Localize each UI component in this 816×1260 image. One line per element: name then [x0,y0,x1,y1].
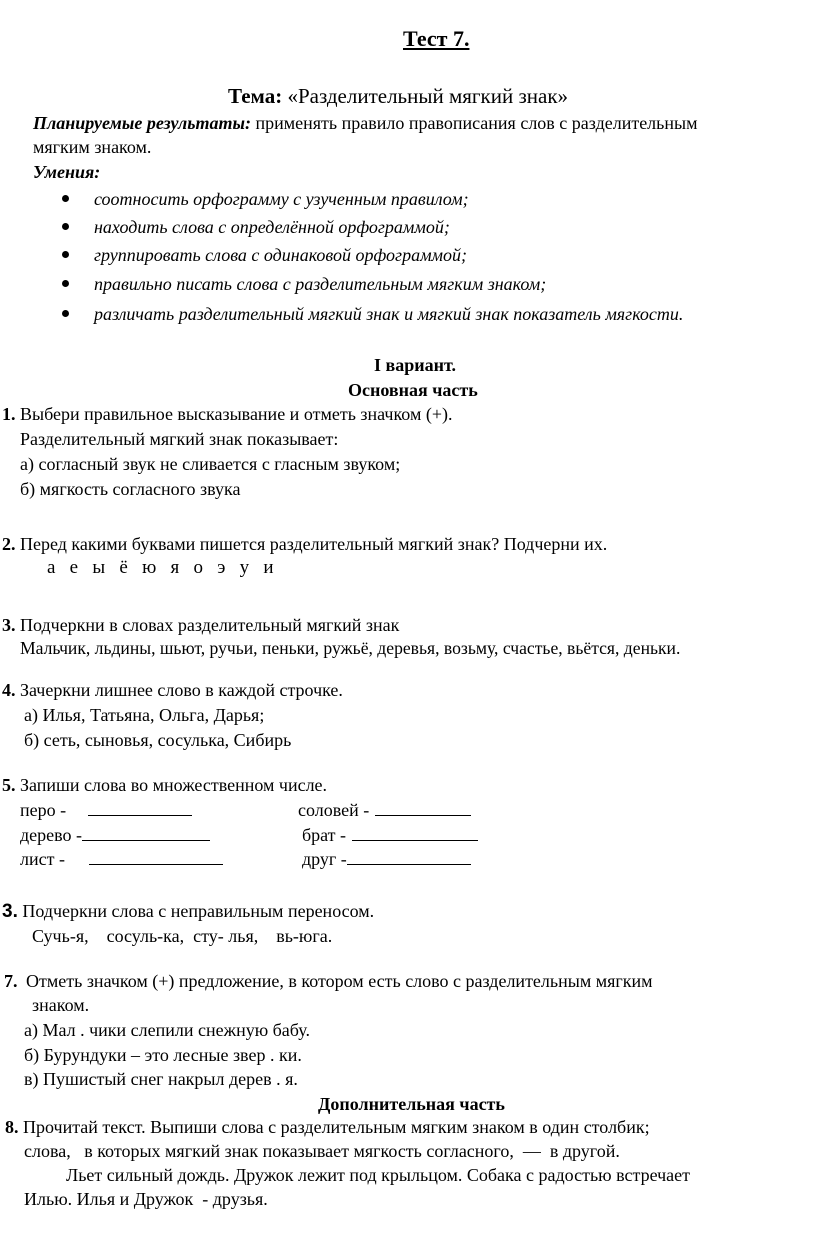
topic-text: «Разделительный мягкий знак» [287,84,569,108]
option-c: в) Пушистый снег накрыл дерев . я. [24,1069,298,1089]
question-text: Подчеркни в словах разделительный мягкий знак [20,615,400,635]
plural-row [302,850,471,868]
topic-label: Тема: [228,84,283,108]
skill-item: группировать слова с одинаковой орфограммой; [94,245,468,265]
plural-row [302,826,478,844]
plural-row [298,801,471,819]
option-a: а) Мал . чики слепили снежную бабу. [24,1020,310,1040]
hyphenation-words: Сучь-я, сосуль-ка, сту- лья, вь-юга. [32,926,333,946]
bullet-icon [62,280,69,287]
answer-blank[interactable] [375,801,471,816]
option-b: б) Бурундуки – это лесные звер . ки. [24,1045,302,1065]
skills-label: Умения: [33,162,101,182]
bullet-icon [62,223,69,230]
question-number: 2. [2,534,16,554]
question-7 [4,972,653,990]
answer-blank[interactable] [89,850,223,865]
question-2 [2,535,607,553]
letters-row: а е ы ё ю я о э у и [47,557,274,578]
question-1 [2,405,452,423]
skill-item: правильно писать слова с разделительным мягким знаком; [94,274,547,294]
page-title: Тест 7. [403,26,470,51]
skill-item: находить слова с определённой орфограммой; [94,217,450,237]
answer-blank[interactable] [352,826,478,841]
skill-item: различать разделительный мягкий знак и мягкий знак показатель мягкости. [94,304,684,324]
answer-blank[interactable] [88,801,192,816]
plural-row [20,801,192,819]
option-a: а) согласный звук не сливается с гласным звуком; [20,454,401,474]
question-text: Перед какими буквами пишется разделительный мягкий знак? Подчерни их. [20,534,608,554]
bullet-icon [62,310,69,317]
question-text: Зачеркни лишнее слово в каждой строчке. [20,680,343,700]
option-b: б) мягкость согласного звука [20,479,241,499]
bullet-icon [62,251,69,258]
answer-blank[interactable] [82,826,210,841]
question-number: 4. [2,680,16,700]
question-number: 3. [2,615,16,635]
topic-line [228,86,568,107]
word-label: друг - [302,849,347,869]
question-8 [5,1118,650,1136]
word-label: брат - [302,825,347,845]
extra-part-heading: Дополнительная часть [318,1094,505,1114]
question-8-line2: слова, в которых мягкий знак показывает мягкость согласного, — в другой. [24,1141,620,1161]
answer-blank[interactable] [347,850,471,865]
question-6 [2,902,374,921]
question-4 [2,681,343,699]
question-text: Выбери правильное высказывание и отметь значком (+). [20,404,453,424]
question-text: Прочитай текст. Выпиши слова с разделительным мягким знаком в один столбик; [23,1117,650,1137]
question-text: Отметь значком (+) предложение, в котором есть слово с разделительным мягким [26,971,653,991]
variant-heading: I вариант. [374,355,456,375]
question-7-line2: знаком. [32,995,90,1015]
main-part-heading: Основная часть [348,380,478,400]
question-text: Подчеркни слова с неправильным переносом. [22,901,375,921]
option-a: а) Илья, Татьяна, Ольга, Дарья; [24,705,265,725]
reading-text-line: Илью. Илья и Дружок - друзья. [24,1189,268,1209]
word-label: лист - [20,849,65,869]
reading-text-line: Льет сильный дождь. Дружок лежит под крыльцом. Собака с радостью встречает [66,1165,691,1185]
question-3 [2,616,399,634]
option-b: б) сеть, сыновья, сосулька, Сибирь [24,730,292,750]
word-label: перо - [20,800,67,820]
bullet-icon [62,195,69,202]
planned-text-1: применять правило правописания слов с разделительным [255,113,698,133]
question-5 [2,776,327,794]
planned-text-2: мягким знаком. [33,137,152,157]
question-number: 5. [2,775,16,795]
words-list: Мальчик, льдины, шьют, ручьи, пеньки, ружьё, деревья, возьму, счастье, вьётся, деньки. [20,638,681,658]
question-1-line2: Разделительный мягкий знак показывает: [20,429,339,449]
plural-row [20,826,210,844]
question-number: 8. [5,1117,19,1137]
question-text: Запиши слова во множественном числе. [20,775,328,795]
word-label: дерево - [20,825,83,845]
question-number: 3. [2,901,18,922]
planned-results [33,114,698,132]
word-label: соловей - [298,800,370,820]
plural-row [20,850,223,868]
planned-label: Планируемые результаты: [33,113,251,133]
question-number: 1. [2,404,16,424]
question-number: 7. [4,971,18,991]
skill-item: соотносить орфограмму с узученным правилом; [94,189,469,209]
